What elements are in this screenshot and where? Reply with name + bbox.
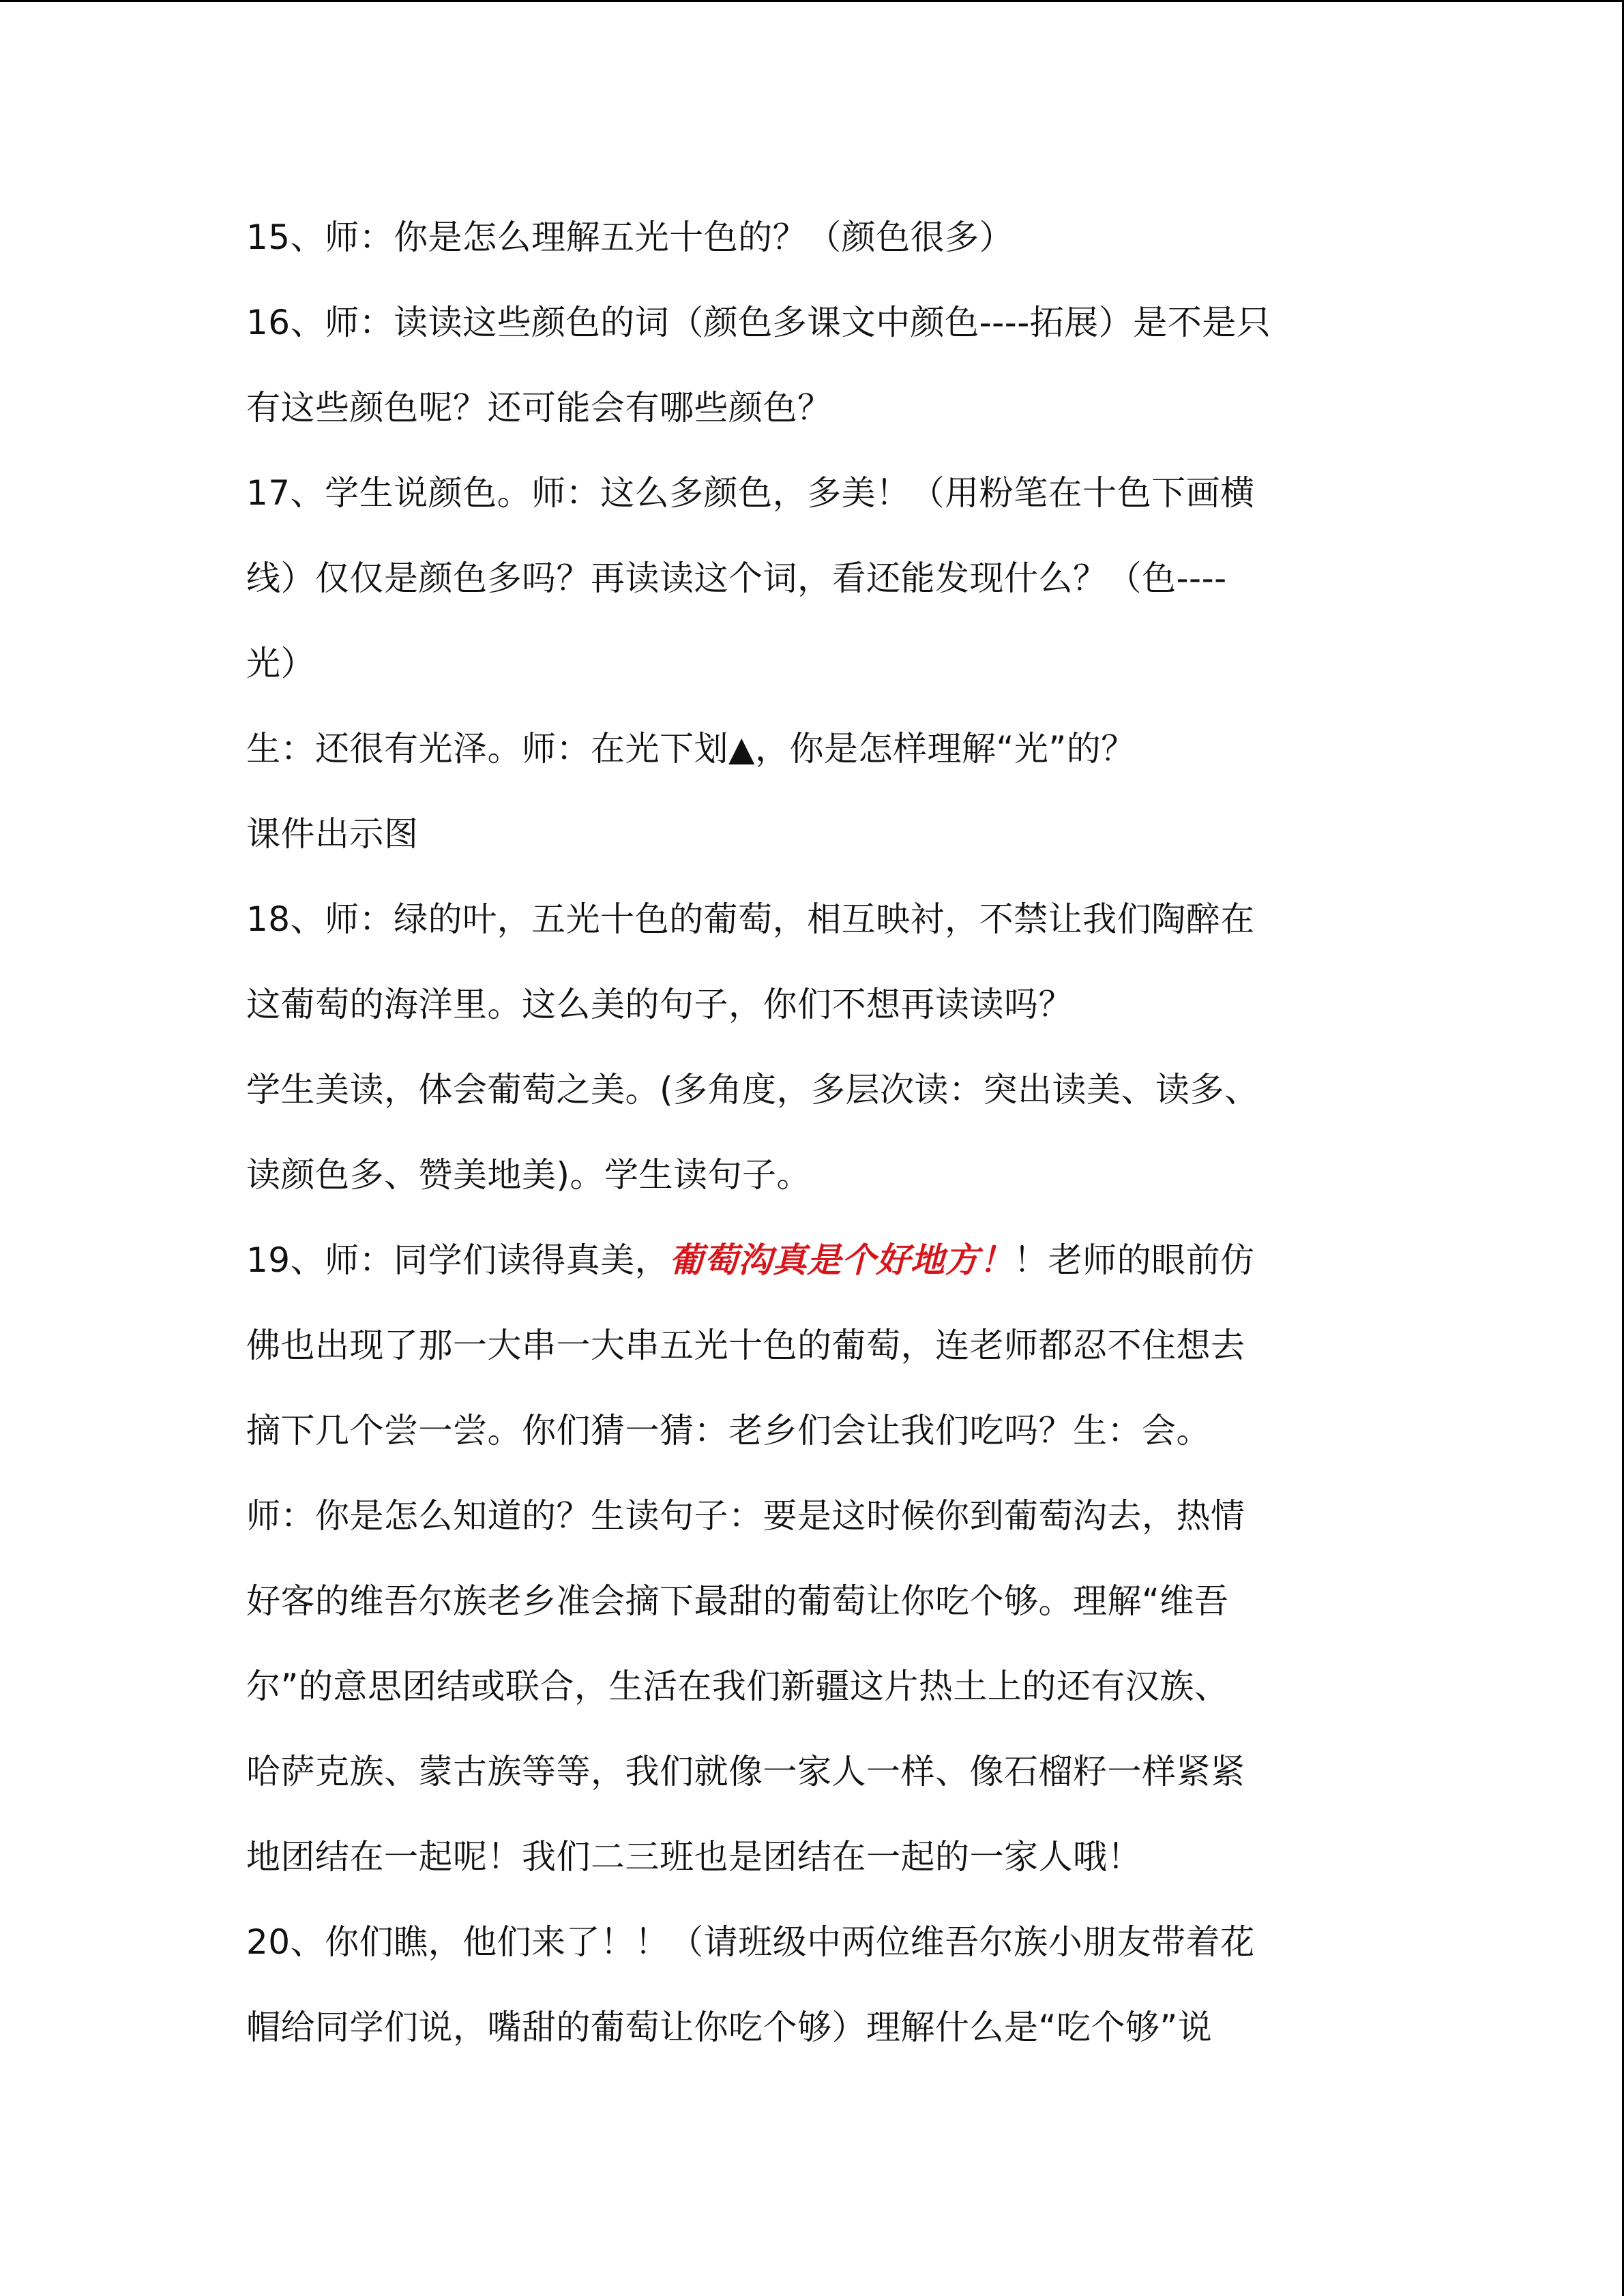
text-line: 这葡萄的海洋里。这么美的句子，你们不想再读读吗？ <box>246 985 1073 1024</box>
text-line: 师：你是怎么知道的？生读句子：要是这时候你到葡萄沟去，热情 <box>246 1496 1245 1536</box>
text-line: 课件出示图 <box>246 814 419 854</box>
line-suffix: ！老师的眼前仿 <box>1014 1240 1255 1280</box>
text-line: 15、师：你是怎么理解五光十色的？（颜色很多） <box>246 218 1014 257</box>
text-line: 学生美读，体会葡萄之美。(多角度，多层次读：突出读美、读多、 <box>246 1070 1259 1109</box>
document-body <box>246 195 1378 2070</box>
text-line: 20、你们瞧，他们来了！！（请班级中两位维吾尔族小朋友带着花 <box>246 1922 1255 1962</box>
line-prefix: 19、师：同学们读得真美， <box>246 1240 670 1280</box>
text-line: 线）仅仅是颜色多吗？再读读这个词，看还能发现什么？（色---- <box>246 558 1227 598</box>
text-line: 生：还很有光泽。师：在光下划▲，你是怎样理解“光”的？ <box>246 729 1136 769</box>
page-border-top <box>0 0 1624 2</box>
text-line: 有这些颜色呢？还可能会有哪些颜色？ <box>246 388 832 428</box>
text-line: 17、学生说颜色。师：这么多颜色，多美！（用粉笔在十色下画横 <box>246 473 1255 513</box>
text-line: 18、师：绿的叶，五光十色的葡萄，相互映衬，不禁让我们陶醉在 <box>246 899 1255 939</box>
text-line: 光） <box>246 644 315 683</box>
text-line: 佛也出现了那一大串一大串五光十色的葡萄，连老师都忍不住想去 <box>246 1326 1245 1365</box>
text-line: 读颜色多、赞美地美)。学生读句子。 <box>246 1155 812 1195</box>
text-line: 哈萨克族、蒙古族等等，我们就像一家人一样、像石榴籽一样紧紧 <box>246 1752 1245 1791</box>
emphasis-text: 葡萄沟真是个好地方！ <box>669 1240 1014 1280</box>
text-line: 16、师：读读这些颜色的词（颜色多课文中颜色----拓展）是不是只 <box>246 303 1271 342</box>
text-line: 好客的维吾尔族老乡准会摘下最甜的葡萄让你吃个够。理解“维吾 <box>246 1581 1229 1621</box>
text-line: 帽给同学们说，嘴甜的葡萄让你吃个够）理解什么是“吃个够”说 <box>246 2008 1213 2047</box>
text-line: 尔”的意思团结或联合，生活在我们新疆这片热土上的还有汉族、 <box>246 1667 1229 1706</box>
text-line: 摘下几个尝一尝。你们猜一猜：老乡们会让我们吃吗？生：会。 <box>246 1411 1211 1450</box>
text-line-with-emphasis <box>246 1218 1378 1303</box>
text-line: 地团结在一起呢！我们二三班也是团结在一起的一家人哦！ <box>246 1837 1142 1877</box>
